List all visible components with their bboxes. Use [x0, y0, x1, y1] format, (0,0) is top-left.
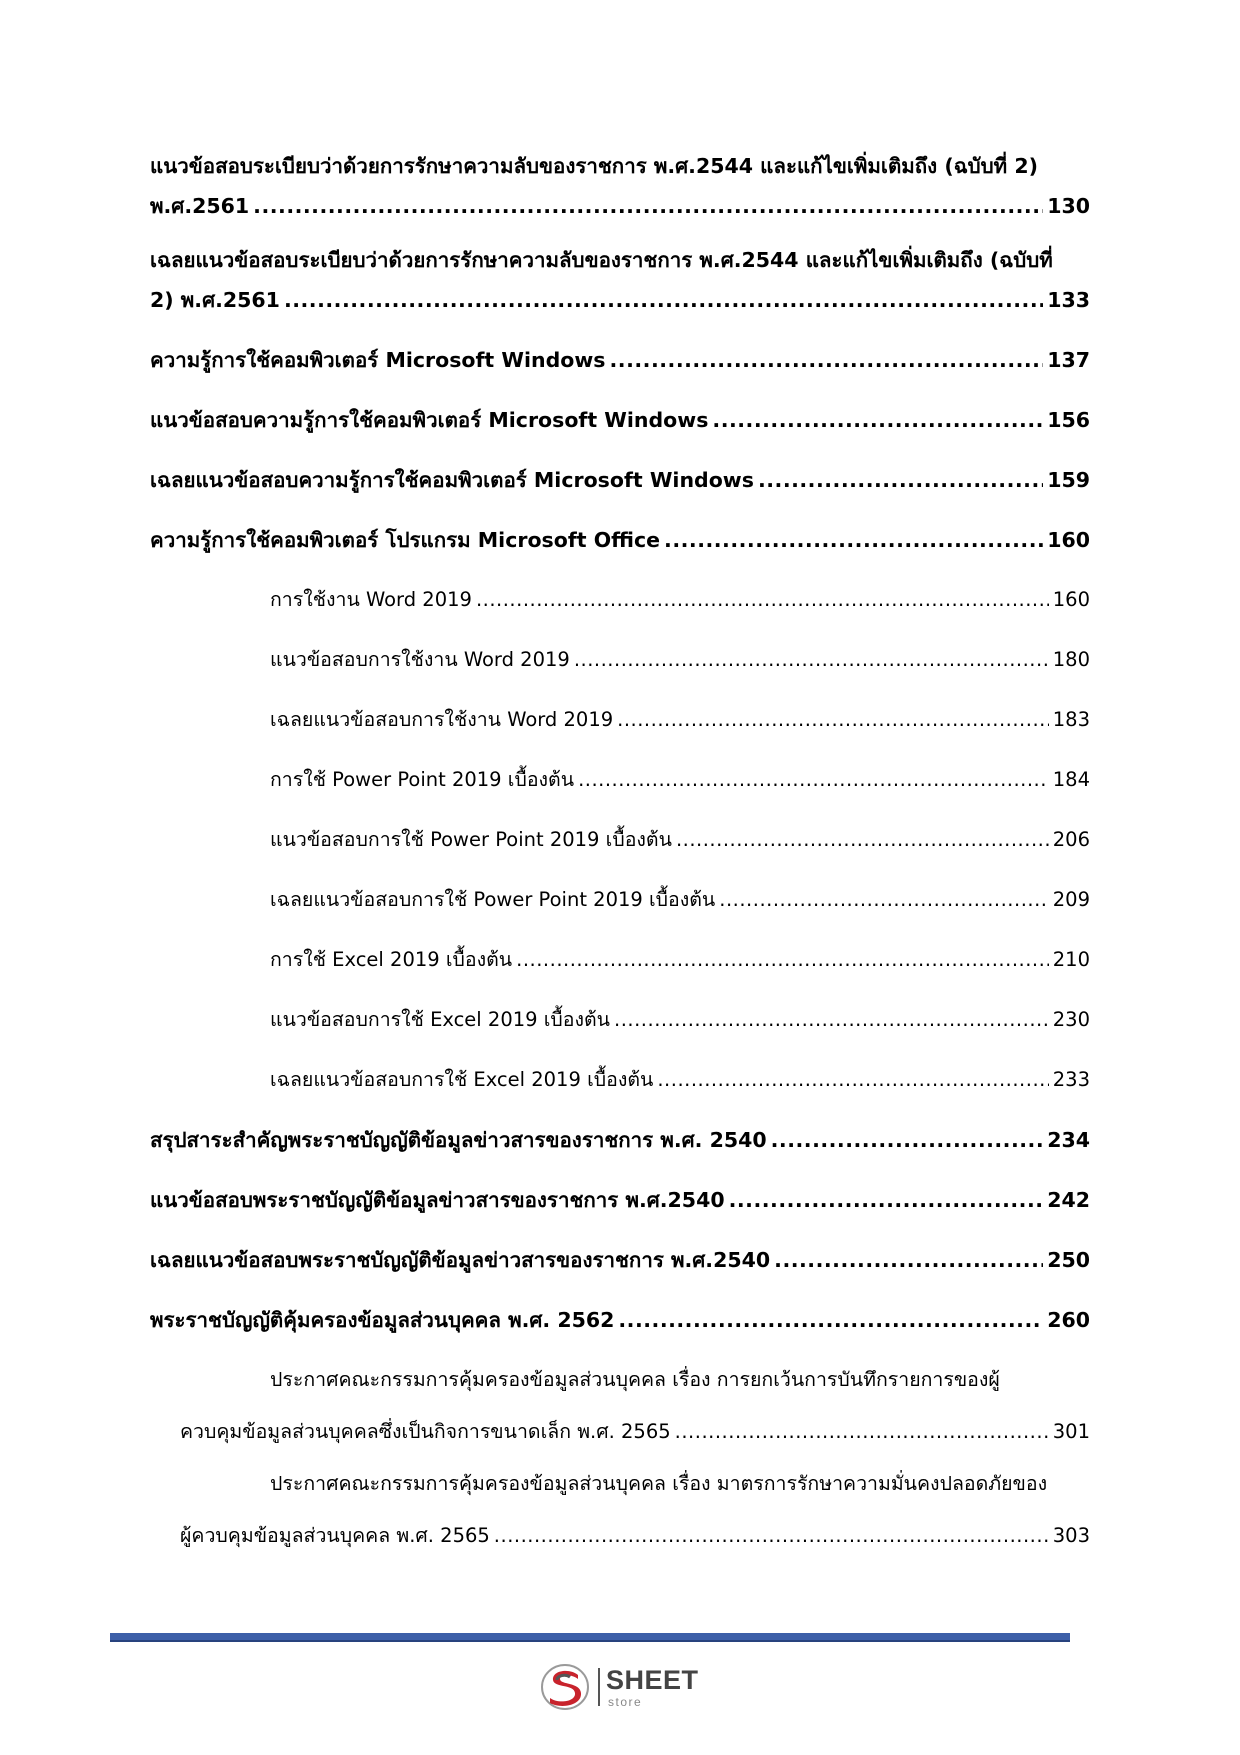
dot-leader — [253, 194, 1043, 218]
dot-leader — [657, 1068, 1048, 1091]
toc-entry-title: เฉลยแนวข้อสอบการใช้ Excel 2019 เบื้องต้น — [270, 1068, 654, 1091]
dot-leader — [284, 288, 1043, 312]
toc-entry[interactable] — [150, 404, 1090, 437]
dot-leader — [719, 888, 1049, 911]
toc-entry-title: แนวข้อสอบการใช้ Power Point 2019 เบื้องต้น — [270, 828, 672, 851]
toc-entry-title: ผู้ควบคุมข้อมูลส่วนบุคคล พ.ศ. 2565 — [180, 1524, 490, 1547]
logo-divider — [598, 1668, 600, 1706]
toc-page-number: 250 — [1047, 1248, 1090, 1272]
toc-page-number: 209 — [1052, 888, 1090, 911]
toc-subentry[interactable] — [270, 644, 1090, 675]
toc-page-number: 301 — [1052, 1420, 1090, 1443]
toc-entry-title: ความรู้การใช้คอมพิวเตอร์ Microsoft Windows — [150, 348, 606, 372]
toc-page-number: 184 — [1052, 768, 1090, 791]
toc-page-number: 159 — [1047, 468, 1090, 492]
dot-leader — [578, 768, 1049, 791]
toc-entry-title: สรุปสาระสำคัญพระราชบัญญัติข้อมูลข่าวสารของราชการ พ.ศ. 2540 — [150, 1128, 767, 1152]
toc-entry[interactable] — [150, 1124, 1090, 1157]
toc-page-number: 242 — [1047, 1188, 1090, 1212]
toc-subentry[interactable] — [270, 1004, 1090, 1035]
toc-page-number: 130 — [1047, 194, 1090, 218]
dot-leader — [774, 1248, 1043, 1272]
toc-entry-title: แนวข้อสอบการใช้งาน Word 2019 — [270, 648, 570, 671]
toc-entry[interactable] — [150, 344, 1090, 377]
toc-entry[interactable] — [150, 1184, 1090, 1217]
toc-entry-title: การใช้งาน Word 2019 — [270, 588, 472, 611]
toc-subentry[interactable] — [270, 704, 1090, 735]
toc-page-number: 133 — [1047, 288, 1090, 312]
footer-rule — [110, 1633, 1070, 1642]
toc-subentry[interactable] — [270, 824, 1090, 855]
toc-entry-title: แนวข้อสอบพระราชบัญญัติข้อมูลข่าวสารของราชการ พ.ศ.2540 — [150, 1188, 725, 1212]
toc-entry-title: ประกาศคณะกรรมการคุ้มครองข้อมูลส่วนบุคคล เรื่อง มาตรการรักษาความมั่นคงปลอดภัยของ — [270, 1472, 1048, 1495]
sheet-store-logo-icon — [540, 1662, 594, 1712]
toc-entry-title: การใช้ Power Point 2019 เบื้องต้น — [270, 768, 575, 791]
toc-page-number: 183 — [1052, 708, 1090, 731]
toc-page-number: 234 — [1047, 1128, 1090, 1152]
logo-subtitle: store — [608, 1695, 643, 1709]
logo-title: SHEET — [606, 1665, 699, 1695]
sheet-store-logo — [540, 1662, 710, 1712]
toc-subentry[interactable] — [270, 584, 1090, 615]
toc-page-number: 160 — [1047, 528, 1090, 552]
toc-entry-title: แนวข้อสอบความรู้การใช้คอมพิวเตอร์ Microsoft Windows — [150, 408, 709, 432]
toc-page-number: 180 — [1052, 648, 1090, 671]
dot-leader — [516, 948, 1049, 971]
dot-leader — [617, 708, 1049, 731]
toc-page-number: 156 — [1047, 408, 1090, 432]
toc-page-number: 160 — [1052, 588, 1090, 611]
dot-leader — [574, 648, 1049, 671]
dot-leader — [614, 1008, 1049, 1031]
toc-page-number: 303 — [1052, 1524, 1090, 1547]
toc-subentry[interactable] — [270, 764, 1090, 795]
toc-entry[interactable] — [150, 524, 1090, 557]
toc-page-number: 137 — [1047, 348, 1090, 372]
dot-leader — [675, 1420, 1049, 1443]
dot-leader — [676, 828, 1049, 851]
dot-leader — [494, 1524, 1049, 1547]
dot-leader — [712, 408, 1043, 432]
toc-entry-title: ประกาศคณะกรรมการคุ้มครองข้อมูลส่วนบุคคล เรื่อง การยกเว้นการบันทึกรายการของผู้ — [270, 1368, 1000, 1391]
dot-leader — [610, 348, 1044, 372]
toc-entry-title: แนวข้อสอบระเบียบว่าด้วยการรักษาความลับของราชการ พ.ศ.2544 และแก้ไขเพิ่มเติมถึง (ฉบับที่ 2) — [150, 154, 1038, 178]
toc-entry-title: เฉลยแนวข้อสอบการใช้งาน Word 2019 — [270, 708, 614, 731]
toc-entry-title: เฉลยแนวข้อสอบระเบียบว่าด้วยการรักษาความลับของราชการ พ.ศ.2544 และแก้ไขเพิ่มเติมถึง (ฉบับที่ — [150, 248, 1053, 272]
toc-entry[interactable] — [150, 1304, 1090, 1337]
dot-leader — [771, 1128, 1044, 1152]
toc-entry[interactable] — [150, 464, 1090, 497]
toc-subentry[interactable] — [270, 944, 1090, 975]
toc-subentry[interactable] — [270, 1064, 1090, 1095]
dot-leader — [476, 588, 1049, 611]
toc-entry-title: ความรู้การใช้คอมพิวเตอร์ โปรแกรม Microsoft Office — [150, 528, 661, 552]
toc-entry-title: เฉลยแนวข้อสอบความรู้การใช้คอมพิวเตอร์ Microsoft Windows — [150, 468, 754, 492]
toc-entry-title: แนวข้อสอบการใช้ Excel 2019 เบื้องต้น — [270, 1008, 611, 1031]
toc-entry-title: ควบคุมข้อมูลส่วนบุคคลซึ่งเป็นกิจการขนาดเล็ก พ.ศ. 2565 — [180, 1420, 671, 1443]
dot-leader — [729, 1188, 1044, 1212]
dot-leader — [618, 1308, 1043, 1332]
toc-page-number: 260 — [1047, 1308, 1090, 1332]
dot-leader — [758, 468, 1043, 492]
toc-page-number: 206 — [1052, 828, 1090, 851]
toc-entry-title: เฉลยแนวข้อสอบการใช้ Power Point 2019 เบื้องต้น — [270, 888, 716, 911]
toc-entry-title: 2) พ.ศ.2561 — [150, 288, 280, 312]
toc-entry[interactable] — [150, 1244, 1090, 1277]
toc-entry-title: พ.ศ.2561 — [150, 194, 250, 218]
dot-leader — [664, 528, 1043, 552]
toc-entry-title: พระราชบัญญัติคุ้มครองข้อมูลส่วนบุคคล พ.ศ. 2562 — [150, 1308, 615, 1332]
toc-page-number: 210 — [1052, 948, 1090, 971]
toc-page-number: 230 — [1052, 1008, 1090, 1031]
toc-entry-title: เฉลยแนวข้อสอบพระราชบัญญัติข้อมูลข่าวสารของราชการ พ.ศ.2540 — [150, 1248, 771, 1272]
toc-page-number: 233 — [1052, 1068, 1090, 1091]
toc-subentry[interactable] — [270, 884, 1090, 915]
toc-entry-title: การใช้ Excel 2019 เบื้องต้น — [270, 948, 513, 971]
